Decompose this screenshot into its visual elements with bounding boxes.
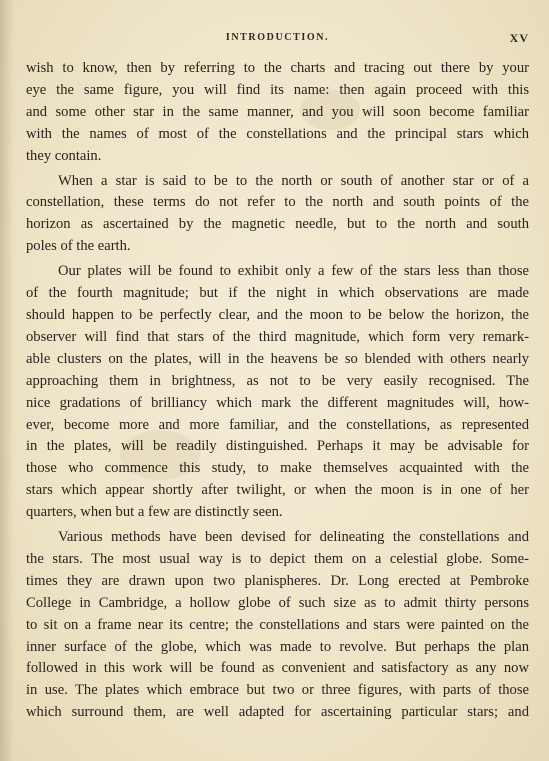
- text-line: Various methods have been devised for delineating the constellations and: [58, 529, 529, 546]
- text-line: with the names of most of the constellations and the principal stars which: [26, 125, 529, 142]
- running-head: INTRODUCTION.: [225, 32, 330, 43]
- text-line: should happen to be perfectly clear, and the moon to be below the horizon, the: [26, 306, 529, 323]
- text-line: eye the same figure, you will find its name: then again proceed with this: [26, 81, 529, 98]
- body-text: [26, 58, 529, 724]
- text-line: followed in this work will be found as convenient and satisfactory as any now: [26, 660, 529, 677]
- text-line: the stars. The most usual way is to depict them on a celestial globe. Some-: [26, 550, 529, 567]
- page-number: XV: [509, 31, 529, 45]
- text-line: inner surface of the globe, which was made to revolve. But perhaps the plan: [26, 638, 529, 655]
- text-line: in the plates, will be readily distinguished. Perhaps it may be advisable for: [26, 438, 529, 455]
- text-line: poles of the earth.: [26, 238, 131, 255]
- text-line: in use. The plates which embrace but two or three figures, with parts of those: [26, 682, 529, 699]
- paragraph: [26, 527, 529, 724]
- text-line: to sit on a frame near its centre; the constellations and stars were painted on the: [26, 616, 529, 633]
- text-line: which surround them, are well adapted for ascertaining particular stars; and: [26, 704, 529, 721]
- text-line: College in Cambridge, a hollow globe of such size as to admit thirty persons: [26, 594, 529, 611]
- text-line: and some other star in the same manner, and you will soon become familiar: [26, 103, 529, 120]
- text-line: nice gradations of brilliancy which mark the different magnitudes will, how-: [26, 394, 529, 411]
- text-line: Our plates will be found to exhibit only a few of the stars less than those: [58, 263, 529, 280]
- text-line: constellation, these terms do not refer to the north and south points of the: [26, 194, 529, 211]
- text-line: approaching them in brightness, as not to be very easily recognised. The: [26, 372, 529, 389]
- text-line: ever, become more and more familiar, and the constellations, as represented: [26, 416, 529, 433]
- text-line: quarters, when but a few are distinctly seen.: [26, 504, 283, 521]
- text-line: observer will find that stars of the third magnitude, which form very remark-: [26, 328, 529, 345]
- text-line: they contain.: [26, 147, 102, 164]
- text-line: of the fourth magnitude; but if the night in which observations are made: [26, 285, 529, 302]
- text-line: those who commence this study, to make themselves acquainted with the: [26, 460, 529, 477]
- text-line: horizon as ascertained by the magnetic needle, but to the north and south: [26, 216, 529, 233]
- text-line: wish to know, then by referring to the charts and tracing out there by your: [26, 60, 529, 76]
- text-line: stars which appear shortly after twilight, or when the moon is in one of her: [26, 482, 529, 499]
- page-gutter-shadow: [0, 0, 14, 761]
- paragraph: [26, 58, 529, 168]
- page-header: [26, 32, 529, 48]
- paragraph: [26, 261, 529, 524]
- text-line: able clusters on the plates, will in the heavens be so blended with others nearly: [26, 350, 529, 367]
- text-line: When a star is said to be to the north or south of another star or of a: [58, 172, 529, 189]
- text-line: times they are drawn upon two planispheres. Dr. Long erected at Pembroke: [26, 572, 529, 589]
- paragraph: [26, 171, 529, 259]
